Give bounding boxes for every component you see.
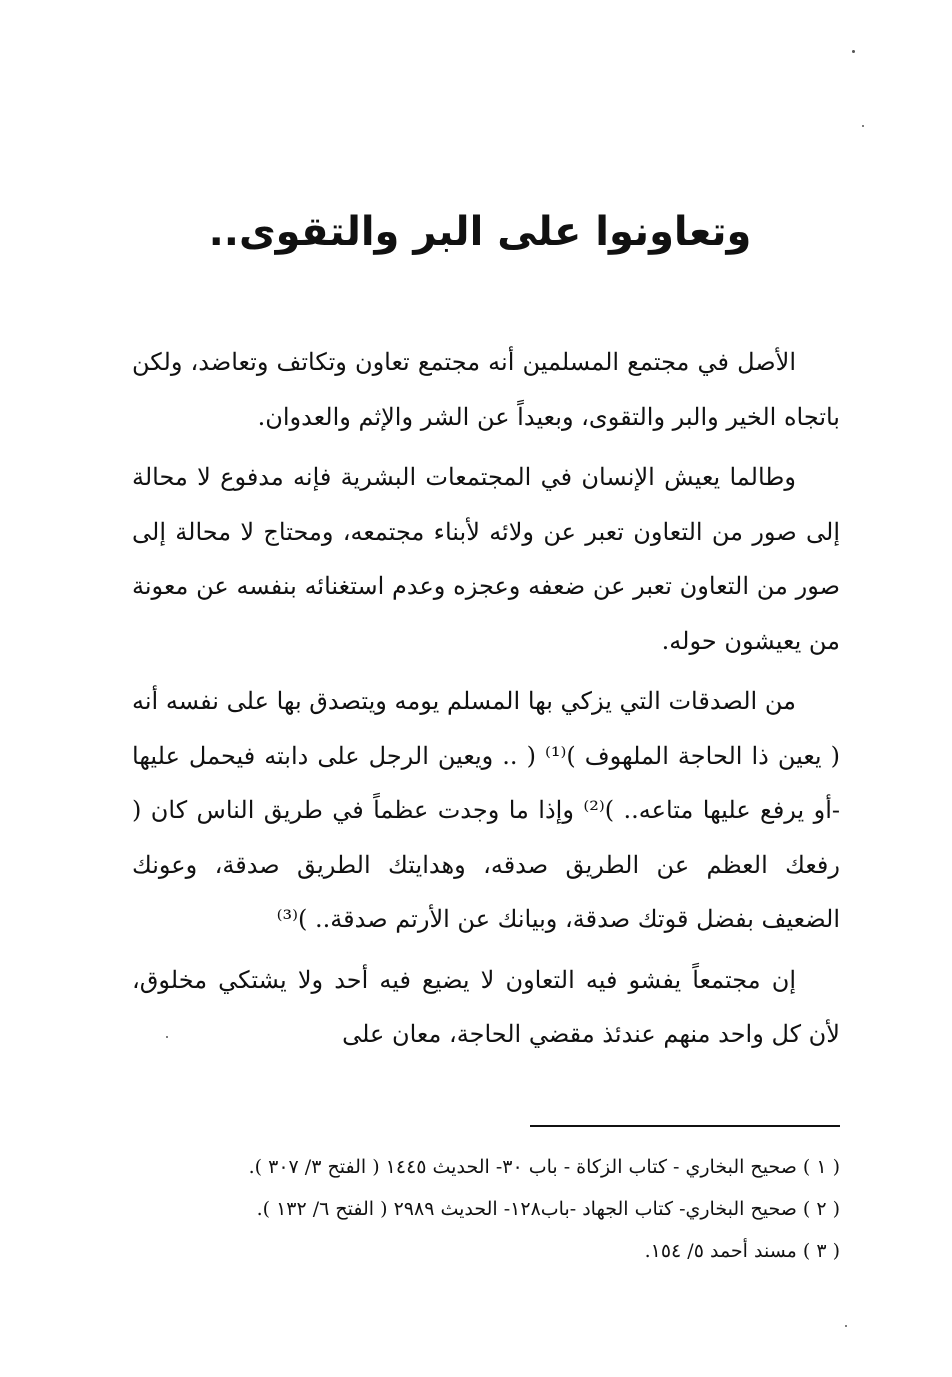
footnote: ( ٣ ) مسند أحمد ٥/ ١٥٤.	[644, 1240, 840, 1262]
footnote: ( ١ ) صحيح البخاري - كتاب الزكاة - باب ٣٠- الحديث ١٤٤٥ ( الفتح ٣/ ٣٠٧ ).	[248, 1156, 840, 1178]
paragraph: الأصل في مجتمع المسلمين أنه مجتمع تعاون وتكاتف وتعاضد، ولكن باتجاه الخير والبر والتقوى، وبعيداً عن الشر والإثم والعدوان.	[132, 348, 840, 431]
footnote-divider	[530, 1125, 840, 1127]
paragraph: إن مجتمعاً يفشو فيه التعاون لا يضيع فيه أحد ولا يشتكي مخلوق، لأن كل واحد منهم عندئذ مقضي الحاجة، معان على	[132, 965, 840, 1048]
body-text	[132, 335, 840, 1068]
scan-speck	[845, 1325, 847, 1327]
scan-speck	[852, 50, 855, 53]
page-title: وتعاونوا على البر والتقوى..	[208, 209, 752, 255]
paragraph: وطالما يعيش الإنسان في المجتمعات البشرية فإنه مدفوع لا محالة إلى صور من التعاون تعبر عن ولائه لأبناء مجتمعه، ومحتاج لا محالة إلى صور من التعاون تعبر عن ضعفه وعجزه وعدم استغنائه بنفسه عن معونة من يعيشون حوله.	[132, 463, 840, 655]
paragraph: من الصدقات التي يزكي بها المسلم يومه ويتصدق بها على نفسه أنه ( يعين ذا الحاجة الملهوف )⁽¹⁾ ( .. ويعين الرجل على دابته فيحمل عليها -أو يرفع عليها متاعه.. )⁽²⁾ وإذا ما وجدت عظماً في طريق الناس كان ( رفعك العظم عن الطريق صدقه، وهدايتك الطريق صدقة، وعونك الضعيف بفضل قوتك صدقة، وبيانك عن الأرتم صدقة.. )⁽³⁾	[132, 687, 840, 933]
footnote: ( ٢ ) صحيح البخاري- كتاب الجهاد -باب١٢٨- الحديث ٢٩٨٩ ( الفتح ٦/ ١٣٢ ).	[256, 1198, 840, 1220]
scan-speck	[862, 125, 864, 127]
footnotes	[150, 1146, 840, 1272]
